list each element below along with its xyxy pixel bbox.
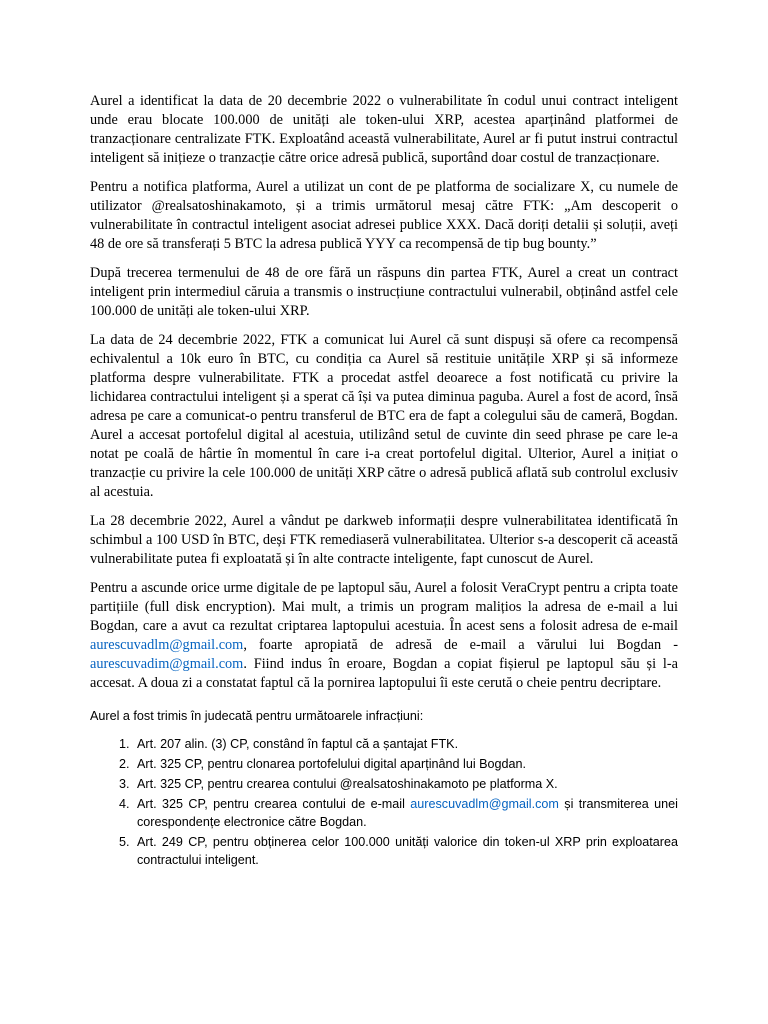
paragraph-6-part3: . Fiind indus în eroare, Bogdan a copiat fișierul pe laptopul său și l-a accesat. A doua zi a constatat faptul că la pornirea laptopului îi este cerută o cheie pentru decriptare. <box>90 656 678 691</box>
charge-item-5: 5. Art. 249 CP, pentru obținerea celor 100.000 unități valorice din token-ul XRP prin exploatarea contractului inteligent. <box>133 833 678 869</box>
charge-item-2: 2. Art. 325 CP, pentru clonarea portofelului digital aparținând lui Bogdan. <box>133 755 678 773</box>
document-page <box>90 92 678 871</box>
paragraph-6 <box>90 579 678 693</box>
charge-4-part2: și transmiterea unei corespondențe electronice către Bogdan. <box>137 797 678 829</box>
charges-list <box>90 735 678 869</box>
paragraph-6-part1: Pentru a ascunde orice urme digitale de pe laptopul său, Aurel a folosit VeraCrypt pentru a cripta toate partițiile (full disk encryption). Mai mult, a trimis un program malițios la adresa de e-mail a lui Bogdan, care a avut ca rezultat criptarea laptopului acestuia. În acest sens a folosit adresa de e-mail <box>90 580 678 634</box>
paragraph-1: Aurel a identificat la data de 20 decembrie 2022 o vulnerabilitate în codul unui contract inteligent unde erau blocate 100.000 de unități ale token-ului XRP, acestea aparținând platformei de tranzacționare centralizate FTK. Exploatând această vulnerabilitate, Aurel ar fi putut instrui contractul inteligent să inițieze o tranzacție către orice adresă publică, suportând doar costul de tranzacționare. <box>90 93 678 166</box>
charge-4-part1: Art. 325 CP, pentru crearea contului de e-mail <box>137 797 411 811</box>
charge-item-1: 1. Art. 207 alin. (3) CP, constând în faptul că a șantajat FTK. <box>133 735 678 753</box>
paragraph-6-part2: , foarte apropiată de adresă de e-mail a vărului lui Bogdan - <box>243 637 678 653</box>
charge-item-4 <box>133 795 678 831</box>
email-link-aurescuvadim[interactable]: aurescuvadim@gmail.com <box>90 656 244 672</box>
email-link-aurescuvadlm[interactable]: aurescuvadlm@gmail.com <box>90 637 244 653</box>
paragraph-2: Pentru a notifica platforma, Aurel a utilizat un cont de pe platforma de socializare X, cu numele de utilizator @realsatoshinakamoto, și a trimis următorul mesaj către FTK: „Am descoperit o vulnerabilitate în contractul inteligent asociat adresei publice XXX. Dacă doriți detalii și soluții, aveți 48 de ore să transferați 5 BTC la adresa publică YYY ca recompensă de tip bug bounty.” <box>90 179 678 252</box>
paragraph-3: După trecerea termenului de 48 de ore fără un răspuns din partea FTK, Aurel a creat un contract inteligent prin intermediul căruia a transmis o instrucțiune contractului vulnerabil, obținând astfel cele 100.000 de unități ale token-ului XRP. <box>90 265 678 319</box>
paragraph-5: La 28 decembrie 2022, Aurel a vândut pe darkweb informații despre vulnerabilitatea identificată în schimbul a 100 USD în BTC, deși FTK remediaseră vulnerabilitatea. Ulterior s-a descoperit că această vulnerabilitate putea fi exploatată și în alte contracte inteligente, fapt cunoscut de Aurel. <box>90 513 678 567</box>
paragraph-4: La data de 24 decembrie 2022, FTK a comunicat lui Aurel că sunt dispuși să ofere ca recompensă echivalentul a 10k euro în BTC, cu condiția ca Aurel să restituie unitățile XRP și să informeze platforma despre vulnerabilitate. FTK a procedat astfel deoarece a fost notificată cu privire la lichidarea contractului inteligent și a sperat că își va putea diminua paguba. Aurel a fost de acord, însă adresa pe care a comunicat-o pentru transferul de BTC era de fapt a colegului său de cameră, Bogdan. Aurel a accesat portofelul digital al acestuia, utilizând setul de cuvinte din seed phrase pe care le-a notat pe coală de hârtie în momentul în care i-a creat portofelul digital. Ulterior, Aurel a inițiat o tranzacție cu privire la cele 100.000 de unități XRP către o adresă publică aflată sub controlul exclusiv al acestuia. <box>90 332 678 500</box>
charge-4-email-link[interactable]: aurescuvadlm@gmail.com <box>410 797 559 811</box>
charge-item-3: 3. Art. 325 CP, pentru crearea contului @realsatoshinakamoto pe platforma X. <box>133 775 678 793</box>
charges-intro: Aurel a fost trimis în judecată pentru următoarele infracțiuni: <box>90 709 424 723</box>
